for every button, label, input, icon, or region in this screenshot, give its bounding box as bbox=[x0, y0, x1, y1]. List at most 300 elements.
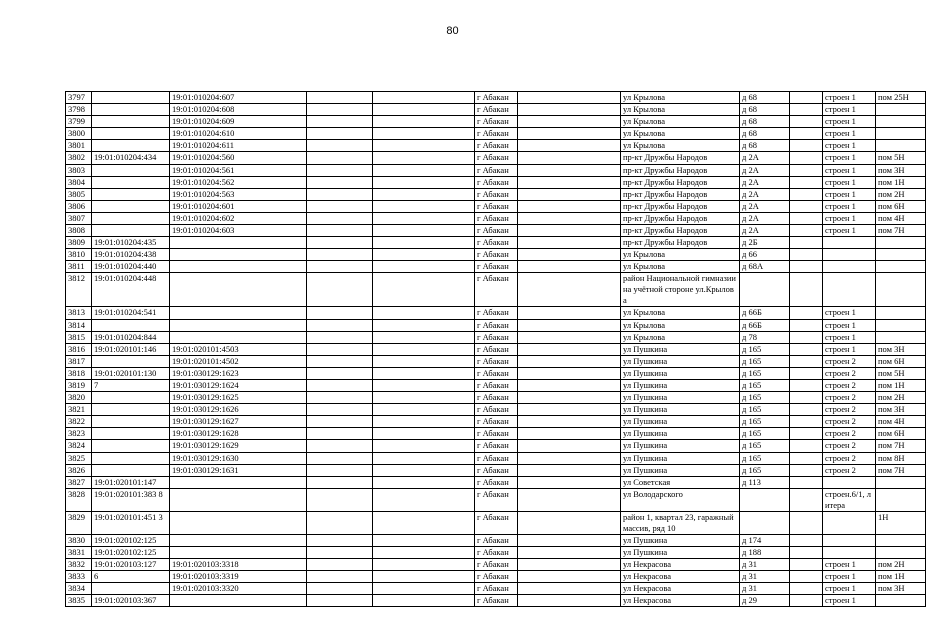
table-row bbox=[66, 164, 926, 176]
cell-cadastral-number: 19:01:030129:1624 bbox=[170, 379, 307, 391]
cell-empty-col-a bbox=[307, 440, 373, 452]
cell-building: строен 1 bbox=[823, 152, 876, 164]
cell-city: г Абакан bbox=[475, 212, 518, 224]
cell-street: ул Пушкина bbox=[621, 379, 740, 391]
cell-cadastral-number bbox=[170, 534, 307, 546]
cell-empty-col-a bbox=[307, 488, 373, 511]
cell-empty-col-a bbox=[307, 225, 373, 237]
cell-empty-col-c bbox=[518, 367, 621, 379]
cell-parent-cadastral-number: 19:01:020102:125 bbox=[92, 546, 170, 558]
table-row bbox=[66, 249, 926, 261]
cell-building: строен 1 bbox=[823, 343, 876, 355]
cell-parent-cadastral-number bbox=[92, 104, 170, 116]
cell-parent-cadastral-number bbox=[92, 428, 170, 440]
cell-cadastral-number: 19:01:030129:1630 bbox=[170, 452, 307, 464]
cell-street: пр-кт Дружбы Народов bbox=[621, 188, 740, 200]
table-row bbox=[66, 331, 926, 343]
cell-empty-col-a bbox=[307, 249, 373, 261]
table-row bbox=[66, 104, 926, 116]
cell-empty-col-c bbox=[518, 176, 621, 188]
cell-house: д 165 bbox=[740, 416, 790, 428]
cell-city: г Абакан bbox=[475, 392, 518, 404]
cell-street: ул Пушкина bbox=[621, 452, 740, 464]
cell-house: д 188 bbox=[740, 546, 790, 558]
cell-premises: пом 7Н bbox=[876, 464, 926, 476]
cell-empty-col-b bbox=[373, 379, 475, 391]
cell-empty-col-d bbox=[790, 404, 823, 416]
cell-empty-col-b bbox=[373, 200, 475, 212]
cell-empty-col-b bbox=[373, 343, 475, 355]
cell-street: ул Крылова bbox=[621, 116, 740, 128]
cell-row-number: 3826 bbox=[66, 464, 92, 476]
cell-parent-cadastral-number: 7 bbox=[92, 379, 170, 391]
cell-empty-col-d bbox=[790, 367, 823, 379]
cell-house: д 66Б bbox=[740, 307, 790, 319]
cell-cadastral-number: 19:01:010204:602 bbox=[170, 212, 307, 224]
cell-premises: пом 5Н bbox=[876, 152, 926, 164]
table-row bbox=[66, 559, 926, 571]
cell-row-number: 3821 bbox=[66, 404, 92, 416]
cell-empty-col-a bbox=[307, 331, 373, 343]
cell-building: строен 1 bbox=[823, 331, 876, 343]
cell-empty-col-a bbox=[307, 379, 373, 391]
cell-row-number: 3810 bbox=[66, 249, 92, 261]
cell-building: строен 1 bbox=[823, 571, 876, 583]
cell-street: ул Пушкина bbox=[621, 464, 740, 476]
cell-building: строен 2 bbox=[823, 452, 876, 464]
cell-empty-col-b bbox=[373, 571, 475, 583]
cell-empty-col-b bbox=[373, 476, 475, 488]
table-row bbox=[66, 571, 926, 583]
cell-empty-col-a bbox=[307, 452, 373, 464]
cell-premises: пом 3Н bbox=[876, 404, 926, 416]
cell-house: д 165 bbox=[740, 367, 790, 379]
cell-cadastral-number bbox=[170, 488, 307, 511]
cell-empty-col-b bbox=[373, 428, 475, 440]
cell-building: строен 2 bbox=[823, 355, 876, 367]
cell-premises bbox=[876, 140, 926, 152]
cell-house bbox=[740, 488, 790, 511]
cell-parent-cadastral-number: 19:01:020101:147 bbox=[92, 476, 170, 488]
cell-city: г Абакан bbox=[475, 140, 518, 152]
cell-building: строен 1 bbox=[823, 92, 876, 104]
cell-empty-col-a bbox=[307, 392, 373, 404]
cell-house: д 165 bbox=[740, 440, 790, 452]
cell-empty-col-c bbox=[518, 379, 621, 391]
cell-street: пр-кт Дружбы Народов bbox=[621, 176, 740, 188]
table-row bbox=[66, 428, 926, 440]
cell-house: д 2А bbox=[740, 225, 790, 237]
cell-building bbox=[823, 261, 876, 273]
cell-row-number: 3830 bbox=[66, 534, 92, 546]
cell-street: ул Крылова bbox=[621, 331, 740, 343]
cell-empty-col-a bbox=[307, 237, 373, 249]
cell-cadastral-number: 19:01:010204:610 bbox=[170, 128, 307, 140]
cell-parent-cadastral-number: 19:01:010204:440 bbox=[92, 261, 170, 273]
cell-parent-cadastral-number bbox=[92, 164, 170, 176]
cell-cadastral-number: 19:01:030129:1628 bbox=[170, 428, 307, 440]
cell-row-number: 3820 bbox=[66, 392, 92, 404]
cell-empty-col-d bbox=[790, 428, 823, 440]
cell-empty-col-c bbox=[518, 188, 621, 200]
cell-premises: пом 2Н bbox=[876, 392, 926, 404]
cell-empty-col-c bbox=[518, 104, 621, 116]
cell-house: д 113 bbox=[740, 476, 790, 488]
cell-empty-col-c bbox=[518, 583, 621, 595]
cell-building: строен 2 bbox=[823, 367, 876, 379]
cell-street: ул Пушкина bbox=[621, 428, 740, 440]
cell-empty-col-b bbox=[373, 392, 475, 404]
cell-premises: пом 8Н bbox=[876, 452, 926, 464]
cell-house: д 78 bbox=[740, 331, 790, 343]
cell-empty-col-a bbox=[307, 152, 373, 164]
cell-empty-col-d bbox=[790, 392, 823, 404]
cell-empty-col-b bbox=[373, 164, 475, 176]
cell-premises bbox=[876, 331, 926, 343]
cell-empty-col-d bbox=[790, 140, 823, 152]
cell-empty-col-b bbox=[373, 583, 475, 595]
cell-empty-col-d bbox=[790, 188, 823, 200]
cell-building: строен 2 bbox=[823, 428, 876, 440]
cell-empty-col-a bbox=[307, 176, 373, 188]
cell-house: д 2А bbox=[740, 164, 790, 176]
cell-parent-cadastral-number: 19:01:010204:541 bbox=[92, 307, 170, 319]
cell-street: ул Крылова bbox=[621, 128, 740, 140]
cell-empty-col-b bbox=[373, 559, 475, 571]
cell-row-number: 3835 bbox=[66, 595, 92, 607]
cell-empty-col-d bbox=[790, 440, 823, 452]
cell-empty-col-a bbox=[307, 546, 373, 558]
cell-cadastral-number: 19:01:010204:603 bbox=[170, 225, 307, 237]
cell-street: ул Некрасова bbox=[621, 583, 740, 595]
cell-city: г Абакан bbox=[475, 464, 518, 476]
cell-empty-col-a bbox=[307, 476, 373, 488]
cell-parent-cadastral-number bbox=[92, 416, 170, 428]
cell-empty-col-b bbox=[373, 92, 475, 104]
cell-row-number: 3831 bbox=[66, 546, 92, 558]
cell-empty-col-c bbox=[518, 534, 621, 546]
cell-empty-col-c bbox=[518, 428, 621, 440]
cell-empty-col-a bbox=[307, 164, 373, 176]
cell-building: строен 1 bbox=[823, 176, 876, 188]
cell-row-number: 3822 bbox=[66, 416, 92, 428]
cell-house: д 174 bbox=[740, 534, 790, 546]
cell-empty-col-d bbox=[790, 416, 823, 428]
cell-parent-cadastral-number bbox=[92, 464, 170, 476]
cell-city: г Абакан bbox=[475, 343, 518, 355]
cell-empty-col-d bbox=[790, 583, 823, 595]
cell-empty-col-b bbox=[373, 404, 475, 416]
cell-premises bbox=[876, 319, 926, 331]
cell-empty-col-b bbox=[373, 212, 475, 224]
cell-street: ул Советская bbox=[621, 476, 740, 488]
cell-city: г Абакан bbox=[475, 176, 518, 188]
cell-building: строен 2 bbox=[823, 440, 876, 452]
cell-cadastral-number: 19:01:030129:1627 bbox=[170, 416, 307, 428]
cell-premises: пом 2Н bbox=[876, 559, 926, 571]
cell-empty-col-b bbox=[373, 273, 475, 307]
cell-parent-cadastral-number bbox=[92, 92, 170, 104]
cell-empty-col-c bbox=[518, 511, 621, 534]
cell-row-number: 3801 bbox=[66, 140, 92, 152]
cell-premises bbox=[876, 104, 926, 116]
cell-street: ул Пушкина bbox=[621, 534, 740, 546]
cell-street: район 1, квартал 23, гаражный массив, ряд 10 bbox=[621, 511, 740, 534]
cell-empty-col-c bbox=[518, 128, 621, 140]
cell-parent-cadastral-number bbox=[92, 440, 170, 452]
cell-empty-col-b bbox=[373, 452, 475, 464]
cell-city: г Абакан bbox=[475, 452, 518, 464]
cell-city: г Абакан bbox=[475, 367, 518, 379]
cell-empty-col-c bbox=[518, 261, 621, 273]
table-row bbox=[66, 464, 926, 476]
cell-empty-col-c bbox=[518, 355, 621, 367]
cell-empty-col-a bbox=[307, 92, 373, 104]
cell-empty-col-d bbox=[790, 225, 823, 237]
cell-row-number: 3834 bbox=[66, 583, 92, 595]
cell-house: д 165 bbox=[740, 355, 790, 367]
cell-parent-cadastral-number: 6 bbox=[92, 571, 170, 583]
table-row bbox=[66, 176, 926, 188]
cell-street: ул Пушкина bbox=[621, 392, 740, 404]
cell-street: ул Крылова bbox=[621, 140, 740, 152]
cell-street: пр-кт Дружбы Народов bbox=[621, 164, 740, 176]
cell-empty-col-a bbox=[307, 511, 373, 534]
cell-empty-col-d bbox=[790, 212, 823, 224]
cell-empty-col-a bbox=[307, 583, 373, 595]
cell-parent-cadastral-number bbox=[92, 212, 170, 224]
cell-empty-col-a bbox=[307, 464, 373, 476]
cell-row-number: 3819 bbox=[66, 379, 92, 391]
cell-empty-col-d bbox=[790, 571, 823, 583]
cell-parent-cadastral-number: 19:01:020102:125 bbox=[92, 534, 170, 546]
cell-city: г Абакан bbox=[475, 488, 518, 511]
cell-street: ул Пушкина bbox=[621, 440, 740, 452]
cell-parent-cadastral-number: 19:01:020101:451 3 bbox=[92, 511, 170, 534]
cell-empty-col-b bbox=[373, 261, 475, 273]
cell-parent-cadastral-number bbox=[92, 225, 170, 237]
cell-row-number: 3829 bbox=[66, 511, 92, 534]
cell-empty-col-a bbox=[307, 188, 373, 200]
cell-house: д 31 bbox=[740, 583, 790, 595]
cell-house: д 165 bbox=[740, 392, 790, 404]
cell-row-number: 3818 bbox=[66, 367, 92, 379]
table-row bbox=[66, 355, 926, 367]
cell-empty-col-c bbox=[518, 212, 621, 224]
cell-empty-col-b bbox=[373, 464, 475, 476]
cell-cadastral-number bbox=[170, 546, 307, 558]
cell-empty-col-d bbox=[790, 379, 823, 391]
cell-empty-col-c bbox=[518, 273, 621, 307]
cell-city: г Абакан bbox=[475, 440, 518, 452]
cell-row-number: 3797 bbox=[66, 92, 92, 104]
table-row bbox=[66, 92, 926, 104]
cell-building: строен 1 bbox=[823, 140, 876, 152]
cell-empty-col-b bbox=[373, 511, 475, 534]
cell-empty-col-b bbox=[373, 546, 475, 558]
cell-empty-col-a bbox=[307, 571, 373, 583]
cell-parent-cadastral-number bbox=[92, 392, 170, 404]
cell-house: д 29 bbox=[740, 595, 790, 607]
cell-empty-col-b bbox=[373, 104, 475, 116]
cell-empty-col-d bbox=[790, 273, 823, 307]
cell-empty-col-b bbox=[373, 595, 475, 607]
cell-building: строен 1 bbox=[823, 212, 876, 224]
cell-empty-col-c bbox=[518, 331, 621, 343]
cell-cadastral-number bbox=[170, 595, 307, 607]
table-row bbox=[66, 188, 926, 200]
cell-cadastral-number: 19:01:030129:1631 bbox=[170, 464, 307, 476]
cell-cadastral-number bbox=[170, 331, 307, 343]
table-row bbox=[66, 534, 926, 546]
table-row bbox=[66, 511, 926, 534]
cell-city: г Абакан bbox=[475, 307, 518, 319]
cell-parent-cadastral-number: 19:01:020103:367 bbox=[92, 595, 170, 607]
cell-cadastral-number: 19:01:010204:560 bbox=[170, 152, 307, 164]
cell-premises bbox=[876, 261, 926, 273]
cell-row-number: 3825 bbox=[66, 452, 92, 464]
table-row bbox=[66, 225, 926, 237]
cell-building: строен 1 bbox=[823, 104, 876, 116]
cell-empty-col-b bbox=[373, 188, 475, 200]
cell-building: строен 1 bbox=[823, 559, 876, 571]
cell-row-number: 3804 bbox=[66, 176, 92, 188]
table-row bbox=[66, 404, 926, 416]
cell-empty-col-a bbox=[307, 428, 373, 440]
cell-empty-col-a bbox=[307, 200, 373, 212]
cell-cadastral-number: 19:01:020101:4503 bbox=[170, 343, 307, 355]
cell-premises: пом 4Н bbox=[876, 212, 926, 224]
cell-parent-cadastral-number: 19:01:020101:130 bbox=[92, 367, 170, 379]
cell-house: д 68 bbox=[740, 104, 790, 116]
cell-row-number: 3816 bbox=[66, 343, 92, 355]
cell-house: д 2А bbox=[740, 152, 790, 164]
cell-street: пр-кт Дружбы Народов bbox=[621, 237, 740, 249]
cell-premises bbox=[876, 534, 926, 546]
cell-city: г Абакан bbox=[475, 104, 518, 116]
cell-city: г Абакан bbox=[475, 200, 518, 212]
cell-premises bbox=[876, 476, 926, 488]
cell-house: д 165 bbox=[740, 452, 790, 464]
cell-empty-col-a bbox=[307, 128, 373, 140]
table-row bbox=[66, 307, 926, 319]
cell-empty-col-d bbox=[790, 92, 823, 104]
cell-empty-col-b bbox=[373, 307, 475, 319]
cell-empty-col-d bbox=[790, 488, 823, 511]
cell-street: ул Некрасова bbox=[621, 559, 740, 571]
cell-cadastral-number: 19:01:010204:607 bbox=[170, 92, 307, 104]
cell-parent-cadastral-number: 19:01:010204:438 bbox=[92, 249, 170, 261]
cell-cadastral-number: 19:01:030129:1626 bbox=[170, 404, 307, 416]
cell-empty-col-c bbox=[518, 476, 621, 488]
table-row bbox=[66, 416, 926, 428]
cell-empty-col-a bbox=[307, 367, 373, 379]
cell-city: г Абакан bbox=[475, 511, 518, 534]
cell-cadastral-number: 19:01:010204:608 bbox=[170, 104, 307, 116]
cell-empty-col-d bbox=[790, 511, 823, 534]
cell-row-number: 3814 bbox=[66, 319, 92, 331]
cell-house: д 165 bbox=[740, 343, 790, 355]
table-row bbox=[66, 488, 926, 511]
cell-house: д 165 bbox=[740, 379, 790, 391]
cell-city: г Абакан bbox=[475, 583, 518, 595]
cell-empty-col-b bbox=[373, 225, 475, 237]
cell-parent-cadastral-number bbox=[92, 583, 170, 595]
cell-empty-col-c bbox=[518, 404, 621, 416]
cell-empty-col-c bbox=[518, 307, 621, 319]
cell-row-number: 3802 bbox=[66, 152, 92, 164]
cell-row-number: 3815 bbox=[66, 331, 92, 343]
cell-empty-col-d bbox=[790, 237, 823, 249]
cell-parent-cadastral-number bbox=[92, 116, 170, 128]
cell-building: строен 1 bbox=[823, 583, 876, 595]
cell-empty-col-d bbox=[790, 200, 823, 212]
table-row bbox=[66, 343, 926, 355]
cell-premises bbox=[876, 273, 926, 307]
cell-row-number: 3800 bbox=[66, 128, 92, 140]
cell-empty-col-d bbox=[790, 595, 823, 607]
cell-city: г Абакан bbox=[475, 534, 518, 546]
table-row bbox=[66, 476, 926, 488]
cell-house: д 2А bbox=[740, 176, 790, 188]
cell-building: строен 1 bbox=[823, 164, 876, 176]
cell-city: г Абакан bbox=[475, 559, 518, 571]
cell-empty-col-c bbox=[518, 92, 621, 104]
cell-building: строен 1 bbox=[823, 188, 876, 200]
cell-house: д 68 bbox=[740, 92, 790, 104]
cell-street: пр-кт Дружбы Народов bbox=[621, 225, 740, 237]
cell-premises: пом 25Н bbox=[876, 92, 926, 104]
cell-empty-col-b bbox=[373, 367, 475, 379]
cell-house: д 2А bbox=[740, 212, 790, 224]
cell-empty-col-a bbox=[307, 534, 373, 546]
cell-house bbox=[740, 273, 790, 307]
cell-parent-cadastral-number bbox=[92, 404, 170, 416]
cell-house: д 31 bbox=[740, 571, 790, 583]
cell-empty-col-a bbox=[307, 595, 373, 607]
cell-row-number: 3807 bbox=[66, 212, 92, 224]
cell-empty-col-c bbox=[518, 249, 621, 261]
cell-empty-col-a bbox=[307, 355, 373, 367]
cell-empty-col-c bbox=[518, 488, 621, 511]
cell-empty-col-a bbox=[307, 319, 373, 331]
cell-empty-col-c bbox=[518, 464, 621, 476]
cell-empty-col-b bbox=[373, 140, 475, 152]
cell-house: д 2А bbox=[740, 188, 790, 200]
cell-house: д 68А bbox=[740, 261, 790, 273]
cell-row-number: 3811 bbox=[66, 261, 92, 273]
cell-empty-col-a bbox=[307, 116, 373, 128]
cell-empty-col-b bbox=[373, 488, 475, 511]
cell-city: г Абакан bbox=[475, 319, 518, 331]
cell-city: г Абакан bbox=[475, 188, 518, 200]
cell-empty-col-c bbox=[518, 140, 621, 152]
cell-street: ул Пушкина bbox=[621, 546, 740, 558]
cell-empty-col-d bbox=[790, 261, 823, 273]
cell-parent-cadastral-number bbox=[92, 188, 170, 200]
cell-empty-col-a bbox=[307, 404, 373, 416]
cell-premises bbox=[876, 595, 926, 607]
cell-empty-col-c bbox=[518, 416, 621, 428]
cell-empty-col-c bbox=[518, 200, 621, 212]
cell-city: г Абакан bbox=[475, 92, 518, 104]
cell-row-number: 3823 bbox=[66, 428, 92, 440]
cell-empty-col-b bbox=[373, 440, 475, 452]
table-row bbox=[66, 595, 926, 607]
cell-cadastral-number bbox=[170, 476, 307, 488]
cell-house: д 2Б bbox=[740, 237, 790, 249]
cell-cadastral-number: 19:01:020103:3320 bbox=[170, 583, 307, 595]
